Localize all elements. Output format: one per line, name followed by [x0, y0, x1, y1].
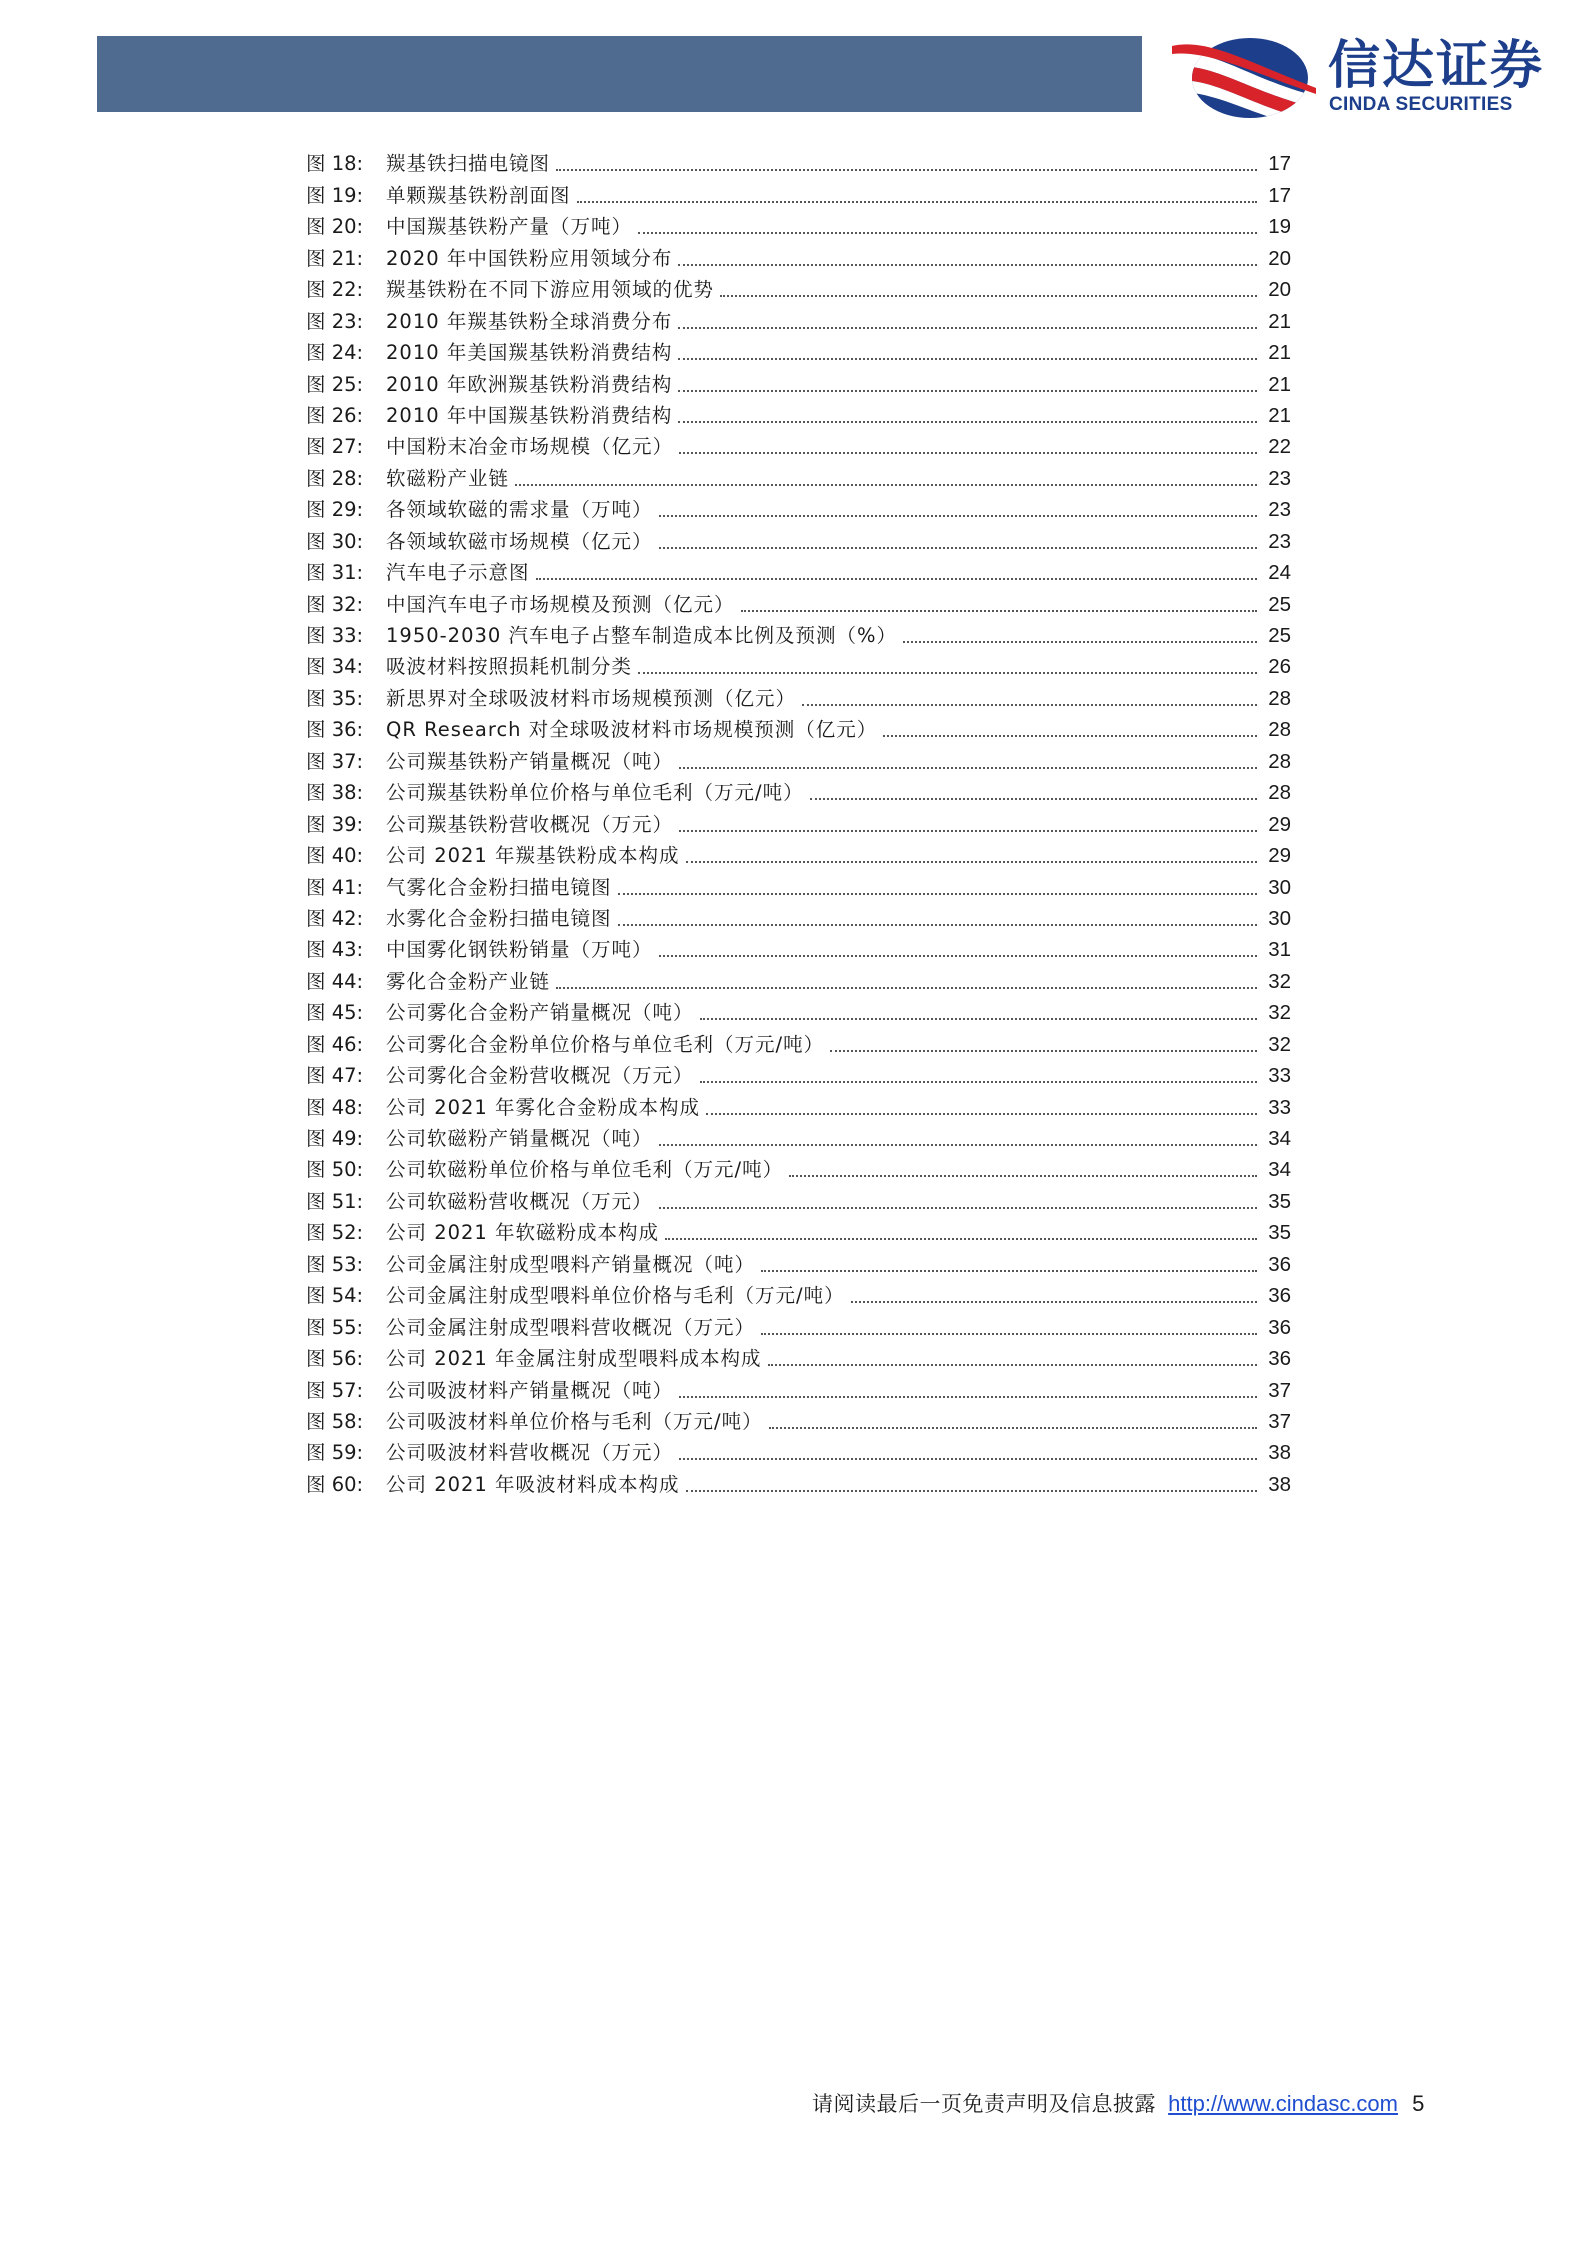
toc-entry[interactable] — [306, 775, 1291, 806]
dot-leader — [536, 578, 1257, 580]
toc-entry[interactable] — [306, 1121, 1291, 1152]
dot-leader — [769, 1427, 1257, 1429]
figure-page: 37 — [1268, 1409, 1291, 1433]
figure-number: 图 18: — [306, 152, 364, 176]
figure-list — [306, 146, 1291, 1498]
figure-page: 29 — [1268, 812, 1291, 836]
toc-entry[interactable] — [306, 995, 1291, 1026]
toc-entry[interactable] — [306, 460, 1291, 491]
header-bar — [97, 36, 1142, 112]
figure-title: 公司吸波材料营收概况（万元） — [386, 1441, 674, 1465]
figure-page: 38 — [1268, 1472, 1291, 1496]
dot-leader — [577, 201, 1257, 203]
toc-entry[interactable] — [306, 1404, 1291, 1435]
figure-number: 图 46: — [306, 1032, 364, 1056]
figure-number: 图 29: — [306, 498, 364, 522]
figure-page: 30 — [1268, 906, 1291, 930]
figure-page: 23 — [1268, 498, 1291, 522]
toc-entry[interactable] — [306, 240, 1291, 271]
figure-number: 图 24: — [306, 341, 364, 365]
dot-leader — [679, 767, 1257, 769]
figure-title: 各领域软磁市场规模（亿元） — [386, 529, 653, 553]
figure-page: 21 — [1268, 309, 1291, 333]
dot-leader — [665, 1238, 1257, 1240]
toc-entry[interactable] — [306, 1246, 1291, 1277]
figure-page: 32 — [1268, 969, 1291, 993]
figure-number: 图 30: — [306, 529, 364, 553]
figure-number: 图 41: — [306, 875, 364, 899]
figure-title: 2010 年美国羰基铁粉消费结构 — [386, 341, 673, 365]
figure-page: 32 — [1268, 1001, 1291, 1025]
figure-title: 公司 2021 年雾化合金粉成本构成 — [386, 1095, 701, 1119]
figure-title: 公司雾化合金粉产销量概况（吨） — [386, 1001, 694, 1025]
figure-number: 图 48: — [306, 1095, 364, 1119]
figure-page: 19 — [1268, 215, 1291, 239]
toc-entry[interactable] — [306, 869, 1291, 900]
figure-page: 21 — [1268, 403, 1291, 427]
toc-entry[interactable] — [306, 1215, 1291, 1246]
figure-number: 图 25: — [306, 372, 364, 396]
dot-leader — [903, 641, 1257, 643]
figure-number: 图 20: — [306, 215, 364, 239]
dot-leader — [638, 672, 1257, 674]
figure-title: 中国汽车电子市场规模及预测（亿元） — [386, 592, 735, 616]
dot-leader — [810, 798, 1257, 800]
figure-number: 图 47: — [306, 1064, 364, 1088]
figure-page: 28 — [1268, 749, 1291, 773]
figure-page: 28 — [1268, 781, 1291, 805]
figure-title: 公司吸波材料产销量概况（吨） — [386, 1378, 674, 1402]
toc-entry[interactable] — [306, 1183, 1291, 1214]
dot-leader — [789, 1175, 1257, 1177]
figure-title: 软磁粉产业链 — [386, 466, 510, 490]
figure-number: 图 40: — [306, 844, 364, 868]
figure-number: 图 42: — [306, 906, 364, 930]
figure-page: 31 — [1268, 938, 1291, 962]
figure-page: 29 — [1268, 844, 1291, 868]
dot-leader — [556, 987, 1257, 989]
figure-number: 图 19: — [306, 183, 364, 207]
figure-page: 30 — [1268, 875, 1291, 899]
figure-number: 图 35: — [306, 686, 364, 710]
figure-title: QR Research 对全球吸波材料市场规模预测（亿元） — [386, 718, 878, 742]
toc-entry[interactable] — [306, 492, 1291, 523]
figure-page: 17 — [1268, 183, 1291, 207]
toc-entry[interactable] — [306, 712, 1291, 743]
dot-leader — [678, 358, 1257, 360]
figure-number: 图 34: — [306, 655, 364, 679]
dot-leader — [659, 1207, 1257, 1209]
toc-entry[interactable] — [306, 523, 1291, 554]
dot-leader — [851, 1301, 1257, 1303]
figure-number: 图 21: — [306, 246, 364, 270]
dot-leader — [741, 610, 1257, 612]
page-footer — [812, 2090, 1424, 2118]
dot-leader — [659, 955, 1257, 957]
toc-entry[interactable] — [306, 335, 1291, 366]
figure-page: 23 — [1268, 529, 1291, 553]
toc-entry[interactable] — [306, 177, 1291, 208]
toc-entry[interactable] — [306, 1466, 1291, 1497]
figure-page: 26 — [1268, 655, 1291, 679]
figure-title: 水雾化合金粉扫描电镜图 — [386, 906, 612, 930]
toc-entry[interactable] — [306, 1278, 1291, 1309]
toc-entry[interactable] — [306, 366, 1291, 397]
figure-page: 38 — [1268, 1441, 1291, 1465]
figure-page: 36 — [1268, 1347, 1291, 1371]
dot-leader — [659, 547, 1257, 549]
figure-page: 25 — [1268, 592, 1291, 616]
dot-leader — [700, 1018, 1257, 1020]
dot-leader — [679, 1396, 1257, 1398]
figure-number: 图 38: — [306, 781, 364, 805]
figure-number: 图 44: — [306, 969, 364, 993]
figure-title: 公司软磁粉单位价格与单位毛利（万元/吨） — [386, 1158, 784, 1182]
dot-leader — [700, 1081, 1257, 1083]
figure-title: 单颗羰基铁粉剖面图 — [386, 183, 571, 207]
figure-page: 33 — [1268, 1095, 1291, 1119]
figure-title: 公司羰基铁粉营收概况（万元） — [386, 812, 674, 836]
figure-page: 36 — [1268, 1252, 1291, 1276]
figure-title: 新思界对全球吸波材料市场规模预测（亿元） — [386, 686, 797, 710]
figure-number: 图 52: — [306, 1221, 364, 1245]
toc-entry[interactable] — [306, 806, 1291, 837]
figure-number: 图 23: — [306, 309, 364, 333]
figure-title: 中国雾化钢铁粉销量（万吨） — [386, 938, 653, 962]
figure-title: 中国粉末冶金市场规模（亿元） — [386, 435, 674, 459]
figure-page: 24 — [1268, 561, 1291, 585]
dot-leader — [659, 1144, 1257, 1146]
toc-entry[interactable] — [306, 932, 1291, 963]
figure-number: 图 56: — [306, 1347, 364, 1371]
dot-leader — [638, 232, 1257, 234]
figure-number: 图 28: — [306, 466, 364, 490]
figure-page: 35 — [1268, 1221, 1291, 1245]
toc-entry[interactable] — [306, 586, 1291, 617]
figure-title: 雾化合金粉产业链 — [386, 969, 551, 993]
figure-page: 20 — [1268, 246, 1291, 270]
dot-leader — [686, 1490, 1257, 1492]
toc-entry[interactable] — [306, 555, 1291, 586]
figure-number: 图 51: — [306, 1189, 364, 1213]
dot-leader — [618, 924, 1257, 926]
figure-number: 图 59: — [306, 1441, 364, 1465]
toc-entry[interactable] — [306, 743, 1291, 774]
dot-leader — [706, 1113, 1257, 1115]
dot-leader — [556, 169, 1257, 171]
brand-name-cn: 信达证券 — [1328, 36, 1545, 96]
figure-page: 22 — [1268, 435, 1291, 459]
figure-number: 图 60: — [306, 1472, 364, 1496]
toc-entry[interactable] — [306, 398, 1291, 429]
figure-number: 图 31: — [306, 561, 364, 585]
figure-page: 21 — [1268, 341, 1291, 365]
figure-title: 2010 年羰基铁粉全球消费分布 — [386, 309, 673, 333]
figure-page: 37 — [1268, 1378, 1291, 1402]
dot-leader — [678, 421, 1257, 423]
dot-leader — [618, 893, 1257, 895]
dot-leader — [830, 1050, 1257, 1052]
dot-leader — [659, 515, 1257, 517]
figure-title: 2010 年欧洲羰基铁粉消费结构 — [386, 372, 673, 396]
dot-leader — [686, 861, 1257, 863]
figure-page: 36 — [1268, 1315, 1291, 1339]
dot-leader — [678, 390, 1257, 392]
figure-title: 1950-2030 汽车电子占整车制造成本比例及预测（%） — [386, 624, 898, 647]
dot-leader — [679, 452, 1257, 454]
figure-page: 25 — [1268, 624, 1291, 647]
figure-title: 中国羰基铁粉产量（万吨） — [386, 215, 633, 239]
toc-entry[interactable] — [306, 1309, 1291, 1340]
figure-title: 2020 年中国铁粉应用领域分布 — [386, 246, 673, 270]
figure-number: 图 39: — [306, 812, 364, 836]
figure-title: 汽车电子示意图 — [386, 561, 530, 585]
toc-entry[interactable] — [306, 1089, 1291, 1120]
figure-title: 吸波材料按照损耗机制分类 — [386, 655, 633, 679]
dot-leader — [679, 830, 1257, 832]
figure-number: 图 27: — [306, 435, 364, 459]
dot-leader — [802, 704, 1257, 706]
toc-entry[interactable] — [306, 1372, 1291, 1403]
figure-page: 33 — [1268, 1064, 1291, 1088]
figure-page: 17 — [1268, 152, 1291, 176]
toc-entry[interactable] — [306, 272, 1291, 303]
brand-name-en: CINDA SECURITIES — [1329, 94, 1513, 115]
figure-title: 公司雾化合金粉营收概况（万元） — [386, 1064, 694, 1088]
toc-entry[interactable] — [306, 649, 1291, 680]
dot-leader — [761, 1333, 1257, 1335]
figure-title: 羰基铁粉在不同下游应用领域的优势 — [386, 278, 715, 302]
toc-entry[interactable] — [306, 1026, 1291, 1057]
figure-page: 28 — [1268, 718, 1291, 742]
figure-page: 35 — [1268, 1189, 1291, 1213]
figure-title: 各领域软磁的需求量（万吨） — [386, 498, 653, 522]
figure-title: 公司 2021 年金属注射成型喂料成本构成 — [386, 1347, 762, 1371]
figure-number: 图 49: — [306, 1127, 364, 1150]
figure-title: 公司羰基铁粉单位价格与单位毛利（万元/吨） — [386, 781, 804, 805]
figure-title: 公司金属注射成型喂料单位价格与毛利（万元/吨） — [386, 1284, 845, 1308]
figure-page: 32 — [1268, 1032, 1291, 1056]
figure-title: 2010 年中国羰基铁粉消费结构 — [386, 403, 673, 427]
figure-page: 21 — [1268, 372, 1291, 396]
website-link[interactable]: http://www.cindasc.com — [1168, 2091, 1398, 2116]
dot-leader — [768, 1364, 1257, 1366]
figure-number: 图 37: — [306, 749, 364, 773]
figure-title: 公司软磁粉产销量概况（吨） — [386, 1127, 653, 1150]
figure-number: 图 32: — [306, 592, 364, 616]
toc-entry[interactable] — [306, 209, 1291, 240]
page-number: 5 — [1412, 2091, 1425, 2116]
figure-number: 图 53: — [306, 1252, 364, 1276]
figure-number: 图 54: — [306, 1284, 364, 1308]
figure-number: 图 43: — [306, 938, 364, 962]
figure-number: 图 45: — [306, 1001, 364, 1025]
toc-entry[interactable] — [306, 1435, 1291, 1466]
figure-title: 公司金属注射成型喂料产销量概况（吨） — [386, 1252, 756, 1276]
figure-title: 羰基铁扫描电镜图 — [386, 152, 551, 176]
figure-title: 公司金属注射成型喂料营收概况（万元） — [386, 1315, 756, 1339]
figure-number: 图 50: — [306, 1158, 364, 1182]
figure-page: 34 — [1268, 1127, 1291, 1150]
figure-title: 公司雾化合金粉单位价格与单位毛利（万元/吨） — [386, 1032, 825, 1056]
toc-entry[interactable] — [306, 618, 1291, 649]
figure-page: 23 — [1268, 466, 1291, 490]
figure-page: 28 — [1268, 686, 1291, 710]
toc-entry[interactable] — [306, 1341, 1291, 1372]
toc-entry[interactable] — [306, 1058, 1291, 1089]
figure-title: 公司软磁粉营收概况（万元） — [386, 1189, 653, 1213]
toc-entry[interactable] — [306, 838, 1291, 869]
figure-number: 图 33: — [306, 624, 364, 647]
dot-leader — [720, 295, 1257, 297]
figure-title: 气雾化合金粉扫描电镜图 — [386, 875, 612, 899]
figure-page: 36 — [1268, 1284, 1291, 1308]
toc-entry[interactable] — [306, 429, 1291, 460]
dot-leader — [678, 264, 1257, 266]
figure-number: 图 36: — [306, 718, 364, 742]
toc-entry[interactable] — [306, 680, 1291, 711]
dot-leader — [679, 1458, 1257, 1460]
dot-leader — [883, 735, 1257, 737]
toc-entry[interactable] — [306, 1152, 1291, 1183]
figure-page: 34 — [1268, 1158, 1291, 1182]
dot-leader — [761, 1270, 1257, 1272]
toc-entry[interactable] — [306, 146, 1291, 177]
figure-title: 公司 2021 年软磁粉成本构成 — [386, 1221, 660, 1245]
toc-entry[interactable] — [306, 963, 1291, 994]
dot-leader — [515, 484, 1257, 486]
dot-leader — [678, 327, 1257, 329]
figure-title: 公司吸波材料单位价格与毛利（万元/吨） — [386, 1409, 763, 1433]
figure-title: 公司羰基铁粉产销量概况（吨） — [386, 749, 674, 773]
cinda-logo-icon — [1168, 32, 1318, 122]
figure-number: 图 55: — [306, 1315, 364, 1339]
toc-entry[interactable] — [306, 303, 1291, 334]
figure-page: 20 — [1268, 278, 1291, 302]
figure-title: 公司 2021 年羰基铁粉成本构成 — [386, 844, 680, 868]
figure-number: 图 58: — [306, 1409, 364, 1433]
figure-number: 图 22: — [306, 278, 364, 302]
figure-title: 公司 2021 年吸波材料成本构成 — [386, 1472, 680, 1496]
figure-number: 图 26: — [306, 403, 364, 427]
brand-logo — [1168, 30, 1558, 120]
disclaimer-note: 请阅读最后一页免责声明及信息披露 — [812, 2092, 1156, 2116]
figure-number: 图 57: — [306, 1378, 364, 1402]
toc-entry[interactable] — [306, 901, 1291, 932]
